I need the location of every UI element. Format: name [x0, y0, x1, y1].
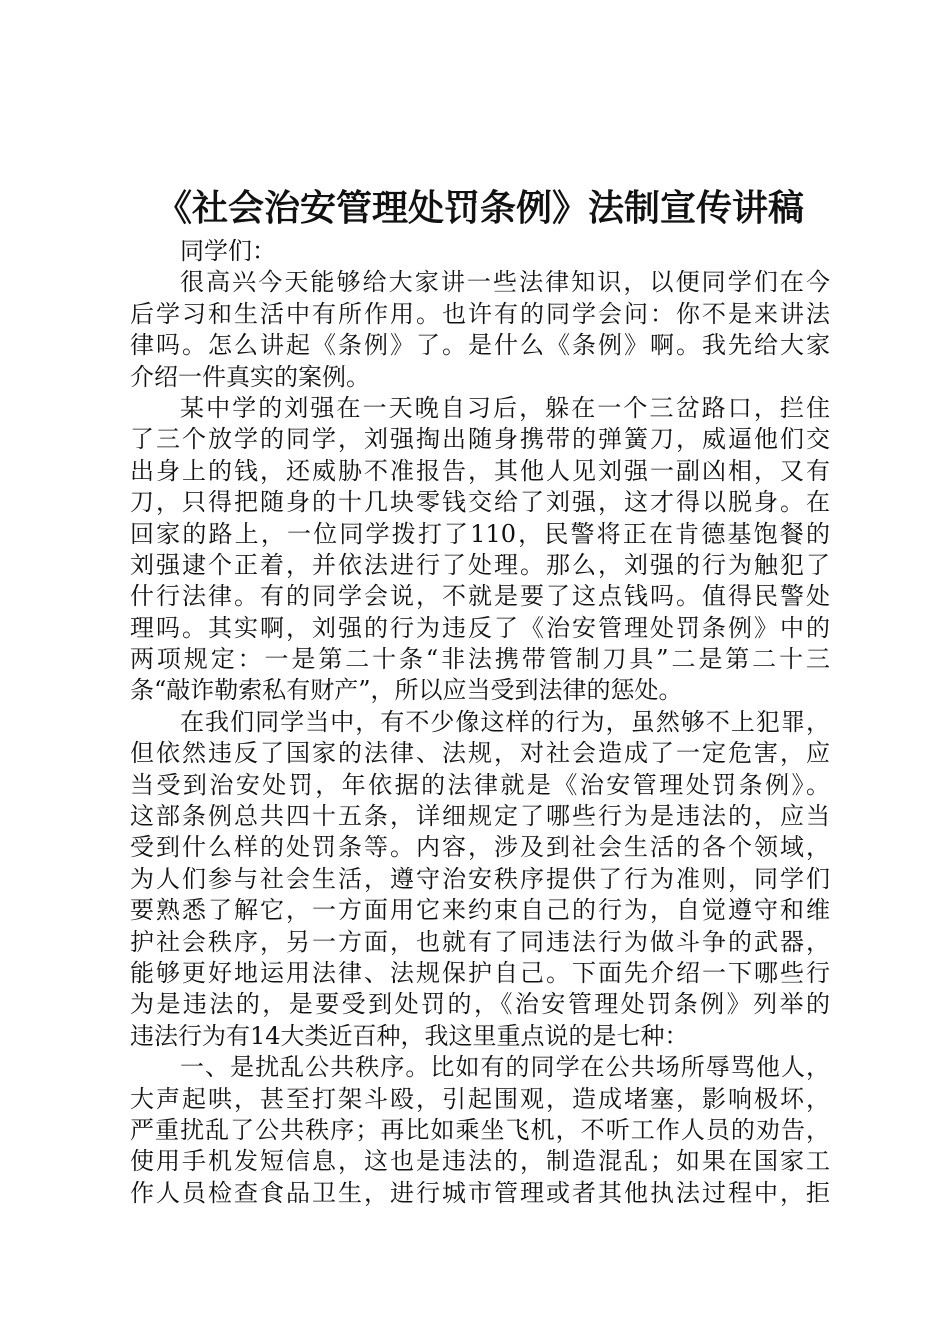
- text-line: 律吗。怎么讲起《条例》了。是什么《条例》啊。我先给大家: [130, 331, 830, 360]
- text-line: 当受到治安处罚，年依据的法律就是《治安管理处罚条例》。: [130, 770, 830, 799]
- text-line: 但依然违反了国家的法律、法规，对社会造成了一定危害，应: [130, 739, 830, 768]
- text-line: 作人员检查食品卫生，进行城市管理或者其他执法过程中，拒: [130, 1178, 830, 1207]
- text-line: 大声起哄，甚至打架斗殴，引起围观，造成堵塞，影响极坏，: [130, 1084, 830, 1113]
- text-line: 严重扰乱了公共秩序；再比如乘坐飞机，不听工作人员的劝告，: [130, 1115, 830, 1144]
- text-line: 了三个放学的同学，刘强掏出随身携带的弹簧刀，威逼他们交: [130, 425, 830, 454]
- text-line: 违法行为有14大类近百种，我这里重点说的是七种：: [130, 1021, 689, 1050]
- text-line: 条“敲诈勒索私有财产”，所以应当受到法律的惩处。: [130, 676, 683, 705]
- text-line: 两项规定：一是第二十条“非法携带管制刀具”二是第二十三: [130, 645, 830, 674]
- text-line: 为人们参与社会生活，遵守治安秩序提供了行为准则，同学们: [130, 864, 830, 893]
- text-line: 理吗。其实啊，刘强的行为违反了《治安管理处罚条例》中的: [130, 613, 830, 642]
- text-line: 能够更好地运用法律、法规保护自己。下面先介绍一下哪些行: [130, 958, 830, 987]
- text-line: 要熟悉了解它，一方面用它来约束自己的行为，自觉遵守和维: [130, 896, 830, 925]
- text-line: 回家的路上，一位同学拨打了110，民警将正在肯德基饱餐的: [130, 519, 830, 548]
- text-line: 护社会秩序，另一方面，也就有了同违法行为做斗争的武器，: [130, 927, 830, 956]
- text-line: 一、是扰乱公共秩序。比如有的同学在公共场所辱骂他人，: [180, 1053, 830, 1082]
- text-line: 这部条例总共四十五条，详细规定了哪些行为是违法的，应当: [130, 802, 830, 831]
- text-line: 什行法律。有的同学会说，不就是要了这点钱吗。值得民警处: [130, 582, 830, 611]
- document-title: 《社会治安管理处罚条例》法制宣传讲稿: [155, 187, 804, 229]
- text-line: 刀，只得把随身的十几块零钱交给了刘强，这才得以脱身。在: [130, 488, 830, 517]
- text-line: 介绍一件真实的案例。: [130, 362, 370, 391]
- text-line: 某中学的刘强在一天晚自习后，躲在一个三岔路口，拦住: [180, 393, 830, 422]
- text-line: 为是违法的，是要受到处罚的，《治安管理处罚条例》列举的: [130, 990, 830, 1019]
- text-line: 出身上的钱，还威胁不准报告，其他人见刘强一副凶相，又有: [130, 456, 830, 485]
- text-line: 受到什么样的处罚条等。内容，涉及到社会生活的各个领域，: [130, 833, 830, 862]
- text-line: 后学习和生活中有所作用。也许有的同学会问：你不是来讲法: [130, 299, 830, 328]
- document-body: [130, 236, 830, 1209]
- text-line: 在我们同学当中，有不少像这样的行为，虽然够不上犯罪，: [180, 707, 830, 736]
- text-line: 使用手机发短信息，这也是违法的，制造混乱；如果在国家工: [130, 1147, 830, 1176]
- text-line: 很高兴今天能够给大家讲一些法律知识，以便同学们在今: [180, 268, 830, 297]
- text-line: 同学们：: [180, 237, 276, 265]
- text-line: 刘强逮个正着，并依法进行了处理。那么，刘强的行为触犯了: [130, 550, 830, 579]
